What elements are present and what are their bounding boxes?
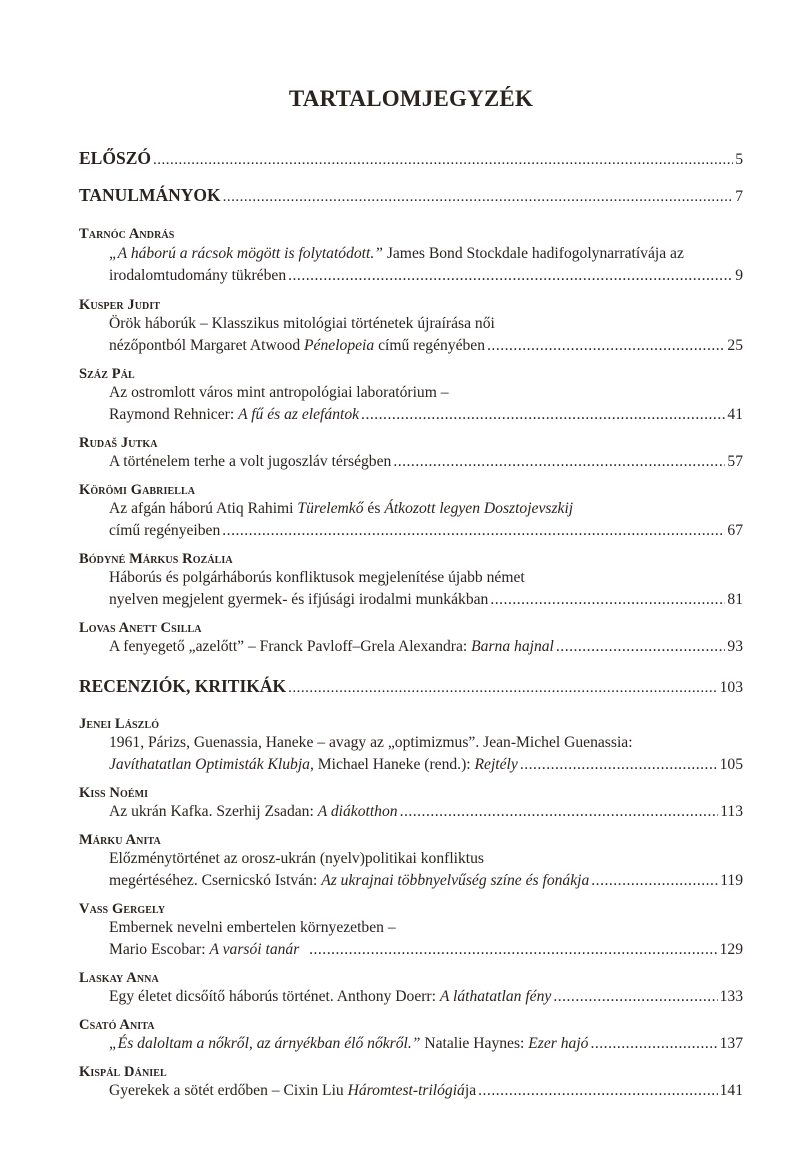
entry-title-line[interactable] xyxy=(109,1035,743,1053)
section-label: ELŐSZÓ xyxy=(79,148,151,168)
entry-title-line[interactable] xyxy=(109,803,743,821)
entry-title-text: Örök háborúk – Klasszikus mitológiai történetek újraírása női xyxy=(109,315,495,332)
dot-leader xyxy=(223,185,734,206)
dot-leader xyxy=(520,756,718,774)
entry-title-line[interactable] xyxy=(109,638,743,656)
dot-leader xyxy=(590,1035,717,1053)
entry-title-line[interactable] xyxy=(109,850,743,868)
entry-title-line[interactable] xyxy=(109,569,743,587)
page-number: 9 xyxy=(735,267,743,284)
page-title: TARTALOMJEGYZÉK xyxy=(288,86,534,111)
entry-title-line[interactable] xyxy=(109,337,743,355)
dot-leader xyxy=(288,267,733,285)
entry-title-text: című regényeiben xyxy=(109,522,221,539)
entry-title-text: A történelem terhe a volt jugoszláv térségben xyxy=(109,453,392,470)
dot-leader xyxy=(556,638,726,656)
page-number: 137 xyxy=(719,1035,743,1052)
entry-title-text: Michael Haneke (rend.): xyxy=(313,756,475,773)
entry-title-line[interactable] xyxy=(109,872,743,890)
dot-leader xyxy=(288,676,717,697)
entry-title-line[interactable] xyxy=(109,1082,743,1100)
entry-title-text xyxy=(299,941,307,958)
entry-title-line[interactable] xyxy=(109,522,743,540)
page-number: 57 xyxy=(727,453,743,470)
entry-title-italic: A varsói tanár xyxy=(209,941,300,958)
entry-author: Tarnóc András xyxy=(79,226,175,242)
dot-leader xyxy=(478,1082,717,1100)
entry-author: Kispál Dániel xyxy=(79,1064,167,1080)
dot-leader xyxy=(553,988,717,1006)
entry-title-italic: Háromtest-trilógiá xyxy=(347,1082,465,1099)
entry-title-line[interactable] xyxy=(109,919,743,937)
entry-title-line[interactable] xyxy=(109,941,743,959)
page-number: 5 xyxy=(735,151,743,168)
entry-title-line[interactable] xyxy=(109,500,743,518)
entry-title-italic: Javíthatatlan Optimisták Klubja, xyxy=(109,756,314,773)
entry-title-text: 1961, Párizs, Guenassia, Haneke – avagy az „optimizmus”. Jean-Michel Guenassia: xyxy=(109,734,633,751)
entry-title-text: nézőpontból Margaret Atwood xyxy=(109,337,305,354)
page-number: 129 xyxy=(719,941,743,958)
entry-title-text: nyelven megjelent gyermek- és ifjúsági irodalmi munkákban xyxy=(109,591,489,608)
page-number: 81 xyxy=(727,591,743,608)
entry-author: Száz Pál xyxy=(79,366,135,382)
entry-title-text: Gyerekek a sötét erdőben – Cixin Liu xyxy=(109,1082,348,1099)
dot-leader xyxy=(153,148,733,169)
entry-title-text: Az ostromlott város mint antropológiai laboratórium – xyxy=(109,384,449,401)
page-number: 7 xyxy=(735,188,743,205)
toc-section-recenziok[interactable] xyxy=(79,676,743,697)
entry-title-italic: Barna hajnal xyxy=(471,638,554,655)
dot-leader xyxy=(222,522,725,540)
entry-title-text: Mario Escobar: xyxy=(109,941,210,958)
entry-title-text: Egy életet dicsőítő háborús történet. Anthony Doerr: xyxy=(109,988,440,1005)
entry-title-italic: Rejtély xyxy=(474,756,518,773)
entry-author: Csató Anita xyxy=(79,1017,155,1033)
entry-title-line[interactable] xyxy=(109,734,743,752)
entry-title-line[interactable] xyxy=(109,756,743,774)
entry-author: Kusper Judit xyxy=(79,297,161,313)
page-number: 133 xyxy=(719,988,743,1005)
section-label: RECENZIÓK, KRITIKÁK xyxy=(79,676,287,696)
entry-author: Jenei László xyxy=(79,716,160,732)
page-number: 141 xyxy=(719,1082,743,1099)
entry-title-italic: Ezer hajó xyxy=(528,1035,589,1052)
dot-leader xyxy=(393,453,725,471)
entry-title-text: Natalie Haynes: xyxy=(420,1035,529,1052)
entry-author: Márku Anita xyxy=(79,832,161,848)
entry-author: Bódyné Márkus Rozália xyxy=(79,551,233,567)
entry-author: Lovas Anett Csilla xyxy=(79,620,202,636)
entry-author: Laskay Anna xyxy=(79,970,159,986)
dot-leader xyxy=(591,872,718,890)
entry-title-line[interactable] xyxy=(109,406,743,424)
dot-leader xyxy=(309,941,718,959)
entry-title-text: Embernek nevelni embertelen környezetben – xyxy=(109,919,396,936)
page-number: 119 xyxy=(720,872,743,889)
section-label: TANULMÁNYOK xyxy=(79,185,221,205)
entry-title-line[interactable] xyxy=(109,591,743,609)
entry-title-italic: A diákotthon xyxy=(317,803,398,820)
entry-title-text: és xyxy=(363,500,385,517)
entry-title-text: Raymond Rehnicer: xyxy=(109,406,239,423)
page-number: 93 xyxy=(727,638,743,655)
entry-title-italic: A láthatatlan fény xyxy=(439,988,552,1005)
entry-title-text: irodalomtudomány tükrében xyxy=(109,267,287,284)
entry-title-line[interactable] xyxy=(109,384,743,402)
entry-title-italic: Az ukrajnai többnyelvűség színe és fonákja xyxy=(321,872,590,889)
entry-title-line[interactable] xyxy=(109,267,743,285)
entry-author: Vass Gergely xyxy=(79,901,166,917)
dot-leader xyxy=(487,337,725,355)
entry-title-text: A fenyegető „azelőtt” – Franck Pavloff–Grela Alexandra: xyxy=(109,638,472,655)
entry-title-text: James Bond Stockdale hadifogolynarratívája az xyxy=(382,245,684,262)
entry-title-line[interactable] xyxy=(109,245,743,263)
toc-section-eloszo[interactable] xyxy=(79,148,743,169)
page-number: 25 xyxy=(727,337,743,354)
entry-title-text: Háborús és polgárháborús konfliktusok megjelenítése újabb német xyxy=(109,569,525,586)
entry-title-text: Előzménytörténet az orosz-ukrán (nyelv)politikai konfliktus xyxy=(109,850,485,867)
entry-title-italic: „A háború a rácsok mögött is folytatódott.” xyxy=(109,245,383,262)
entry-title-text: megértéséhez. Csernicskó István: xyxy=(109,872,322,889)
entry-title-line[interactable] xyxy=(109,315,743,333)
entry-title-italic: Türelemkő xyxy=(297,500,364,517)
entry-title-text: Az ukrán Kafka. Szerhij Zsadan: xyxy=(109,803,318,820)
entry-author: Rudaš Jutka xyxy=(79,435,158,451)
entry-title-italic: Átkozott legyen Dosztojevszkij xyxy=(384,500,574,517)
entry-title-line[interactable] xyxy=(109,453,743,471)
entry-title-italic: A fű és az elefántok xyxy=(238,406,360,423)
toc-section-tanulmanyok[interactable] xyxy=(79,185,743,206)
dot-leader xyxy=(361,406,725,424)
page-number: 113 xyxy=(720,803,743,820)
entry-author: Kiss Noémi xyxy=(79,785,149,801)
entry-author: Körömi Gabriella xyxy=(79,482,196,498)
entry-title-italic: Pénelopeia xyxy=(304,337,375,354)
dot-leader xyxy=(400,803,719,821)
dot-leader xyxy=(490,591,725,609)
page-number: 103 xyxy=(719,679,743,696)
entry-title-text: Az afgán háború Atiq Rahimi xyxy=(109,500,298,517)
entry-title-italic: „És daloltam a nőkről, az árnyékban élő nőkről.” xyxy=(109,1035,421,1052)
page-number: 67 xyxy=(727,522,743,539)
entry-title-text: ja xyxy=(464,1082,477,1099)
entry-title-line[interactable] xyxy=(109,988,743,1006)
page-number: 41 xyxy=(727,406,743,423)
entry-title-text: című regényében xyxy=(374,337,486,354)
page-number: 105 xyxy=(719,756,743,773)
